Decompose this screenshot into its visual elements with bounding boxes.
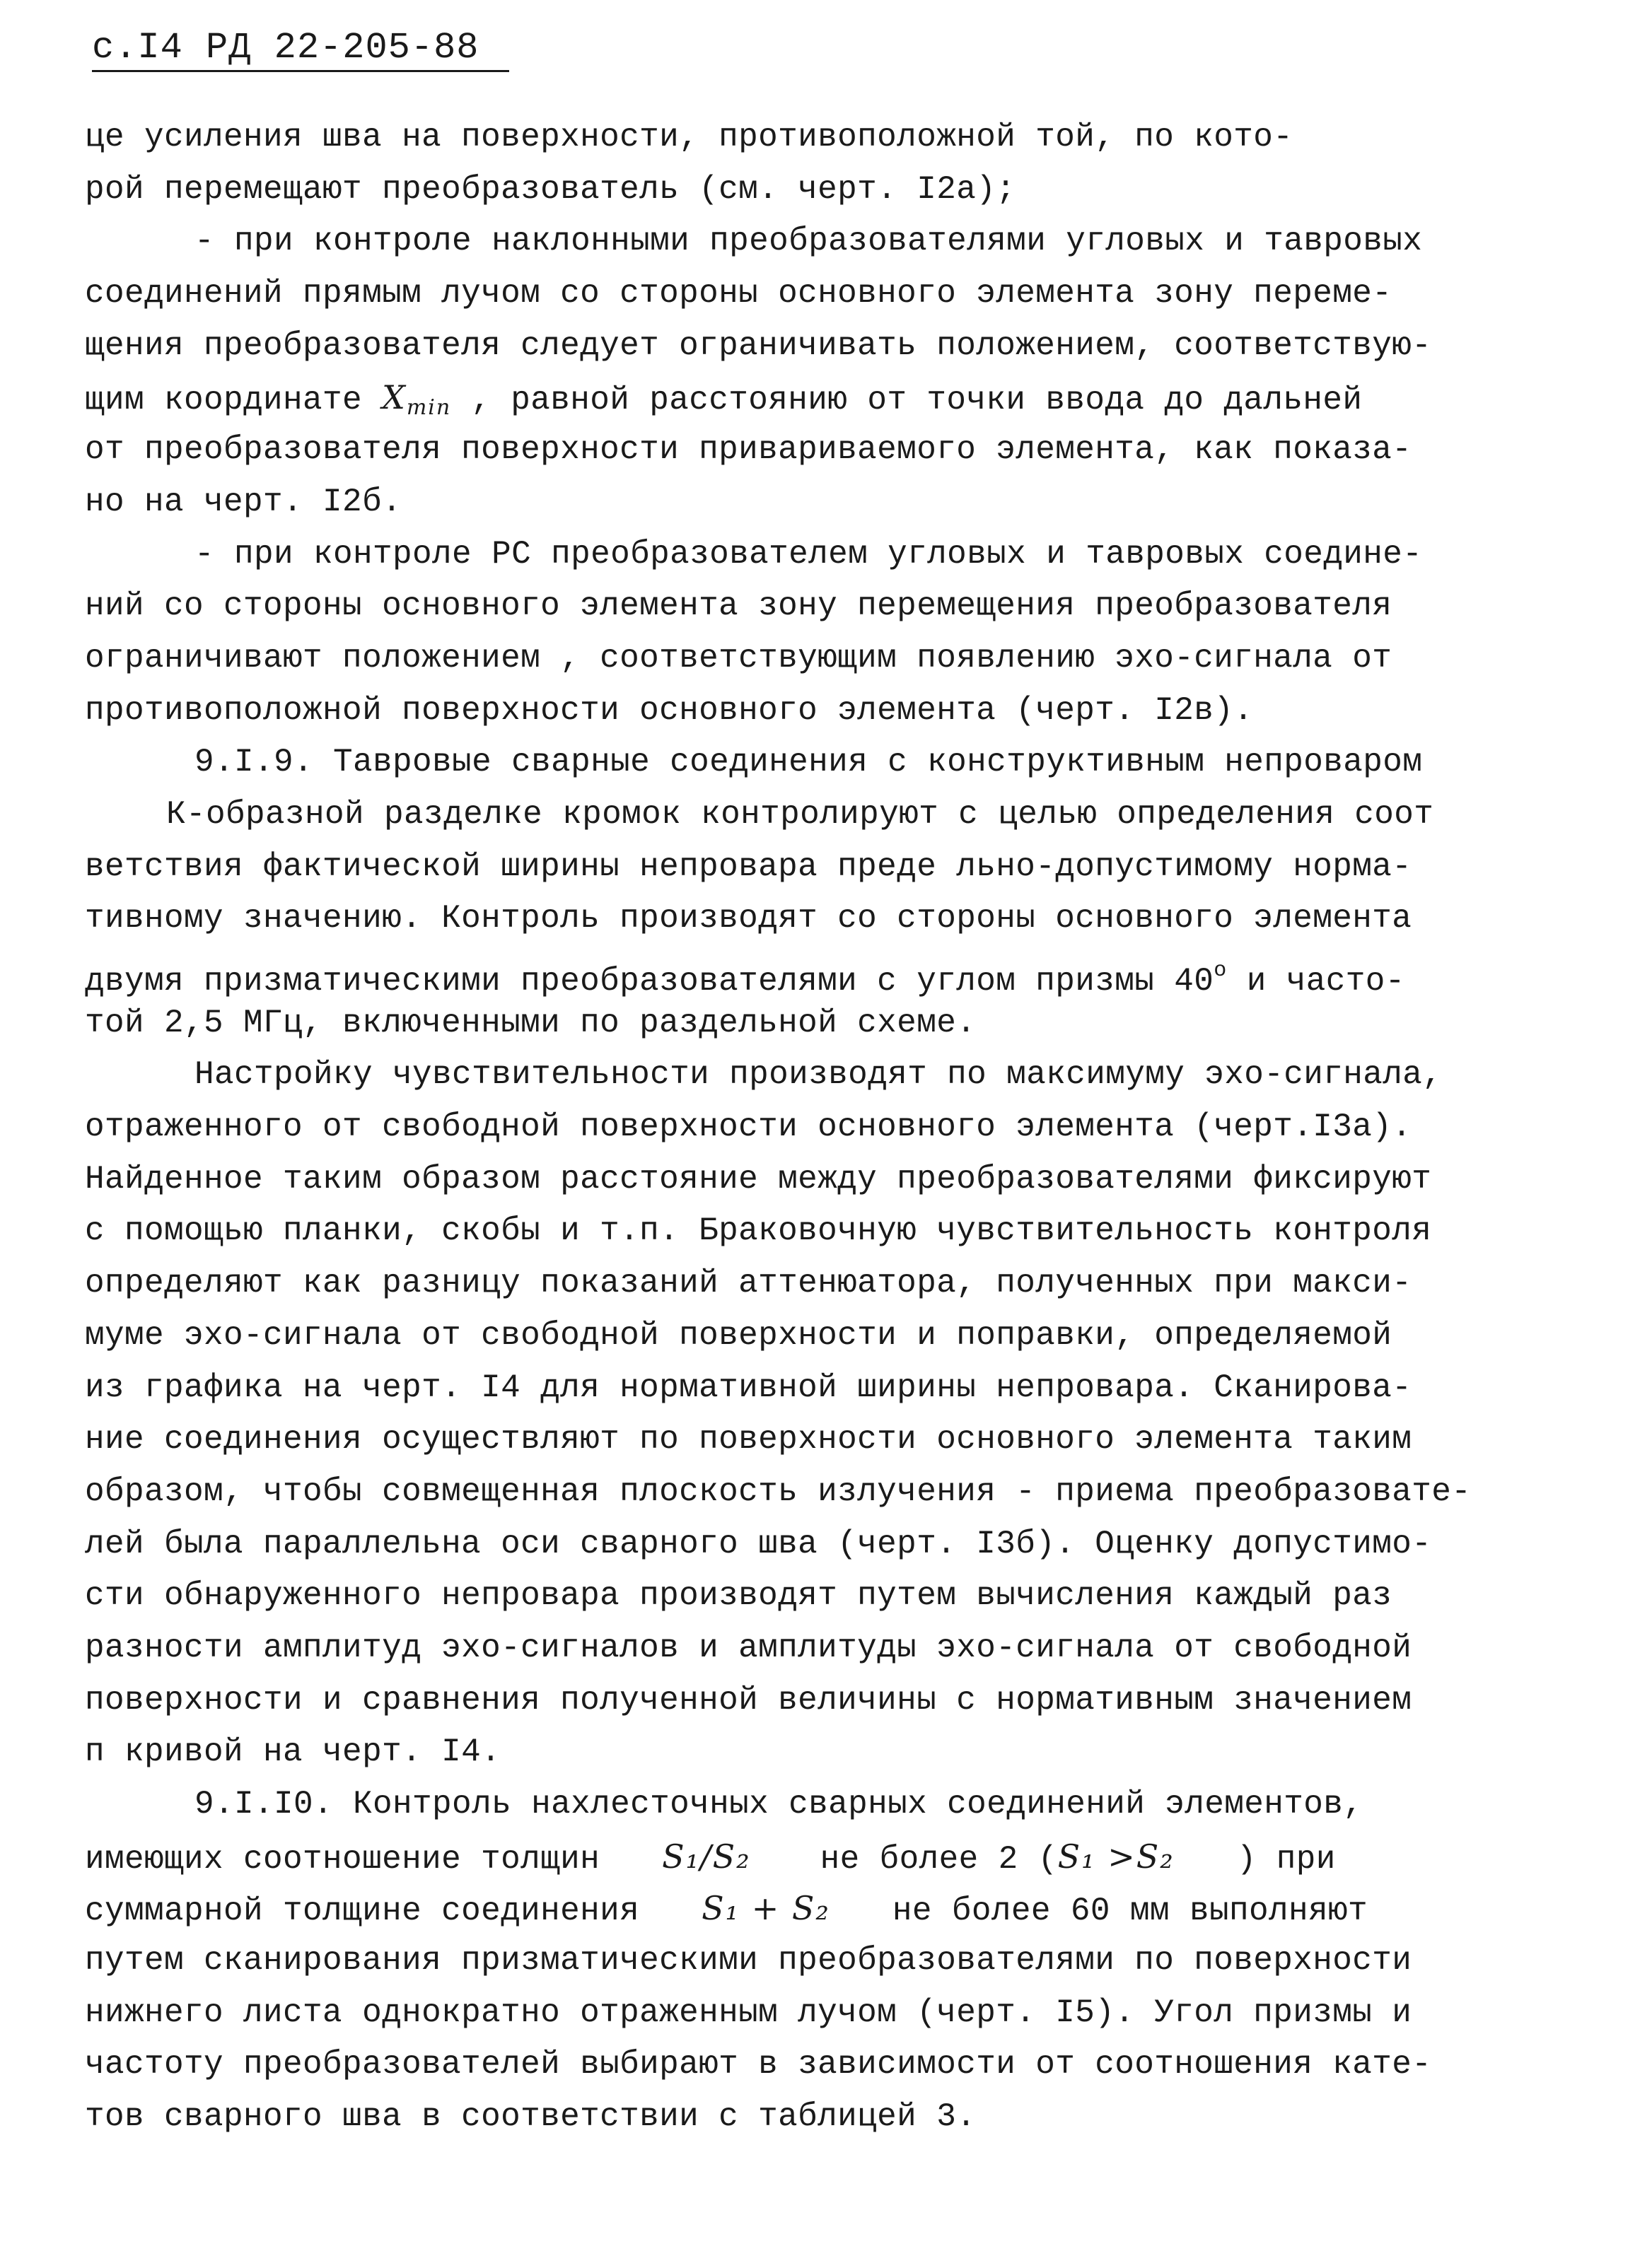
text-line: це усиления шва на поверхности, противоположной той, по кото- [85, 119, 1293, 156]
text-line: рой перемещают преобразователь (см. черт. I2а); [85, 170, 1016, 208]
text-line: но на черт. I2б. [85, 483, 402, 520]
text-segment: и часто- [1246, 963, 1405, 1000]
text-segment: , равной расстоянию от точки ввода до дальней [471, 382, 1363, 419]
text-line: той 2,5 МГц, включенными по раздельной схеме. [85, 1004, 977, 1041]
text-segment: не более 60 мм выполняют [892, 1893, 1368, 1930]
text-line-with-formula [85, 372, 1577, 424]
text-segment: щим координате [85, 382, 363, 419]
text-line: путем сканирования призматическими преобразователями по поверхности [85, 1942, 1412, 1980]
text-line: ние соединения осуществляют по поверхности основного элемента таким [85, 1421, 1412, 1459]
degree-sign: o [1214, 959, 1227, 983]
page-header: с.I4 РД 22-205-88 [92, 27, 479, 69]
text-line: сти обнаруженного непровара производят путем вычисления каждый раз [85, 1577, 1392, 1615]
text-line-with-formula [85, 1883, 1577, 1935]
formula-thickness-ratio: S₁/S₂ [662, 1837, 751, 1876]
text-line: частоту преобразователей выбирают в зависимости от соотношения кате- [85, 2046, 1432, 2083]
text-line-with-formula [85, 1831, 1577, 1883]
text-segment: имеющих соотношение толщин [85, 1840, 600, 1878]
text-line: Настройку чувствительности производят по максимуму эхо-сигнала, [194, 1056, 1443, 1094]
text-segment: суммарной толщине соединения [85, 1893, 640, 1930]
header-underline [92, 70, 509, 72]
text-line: нижнего листа однократно отраженным лучом (черт. I5). Угол призмы и [85, 1994, 1412, 2031]
text-line: - при контроле РС преобразователем угловых и тавровых соедине- [194, 535, 1423, 573]
text-line: ограничивают положением , соответствующим появлению эхо-сигнала от [85, 639, 1392, 677]
text-line: - при контроле наклонными преобразователями угловых и тавровых [194, 223, 1423, 260]
text-line: ний со стороны основного элемента зону перемещения преобразователя [85, 588, 1392, 625]
text-line: образом, чтобы совмещенная плоскость излучения - приема преобразовате- [85, 1473, 1472, 1510]
text-line: п кривой на черт. I4. [85, 1734, 501, 1771]
text-segment: ) при [1236, 1840, 1336, 1878]
text-line: разности амплитуд эхо-сигналов и амплитуды эхо-сигнала от свободной [85, 1629, 1412, 1666]
text-line: соединений прямым лучом со стороны основного элемента зону переме- [85, 275, 1392, 312]
formula-thickness-sum: S₁ + S₂ [702, 1889, 830, 1928]
text-line: отраженного от свободной поверхности основного элемента (черт.I3а). [85, 1109, 1412, 1146]
text-line: щения преобразователя следует ограничивать положением, соответствую- [85, 327, 1432, 364]
text-line: тивному значению. Контроль производят со стороны основного элемента [85, 900, 1412, 937]
text-segment: не более 2 ( [820, 1840, 1058, 1878]
text-line: с помощью планки, скобы и т.п. Браковочную чувствительность контроля [85, 1212, 1432, 1250]
text-line: поверхности и сравнения полученной величины с нормативным значением [85, 1681, 1412, 1719]
formula-thickness-inequality: S₁ >S₂ [1057, 1837, 1175, 1876]
text-line: противоположной поверхности основного элемента (черт. I2в). [85, 691, 1254, 729]
text-segment: двумя призматическими преобразователями с углом призмы 40 [85, 963, 1214, 1000]
text-line: из графика на черт. I4 для нормативной ширины непровара. Сканирова- [85, 1369, 1412, 1406]
text-line: определяют как разницу показаний аттенюатора, полученных при макси- [85, 1265, 1412, 1302]
text-line: Найденное таким образом расстояние между преобразователями фиксируют [85, 1160, 1432, 1198]
paragraph-heading-line: 9.I.9. Тавровые сварные соединения с конструктивным непроваром [194, 744, 1423, 781]
text-line: тов сварного шва в соответствии с таблицей 3. [85, 2098, 977, 2136]
text-line: муме эхо-сигнала от свободной поверхности и поправки, определяемой [85, 1316, 1392, 1354]
formula-x-min: $X_{min}$ [382, 378, 452, 421]
text-line-with-degree [85, 945, 1577, 998]
text-line: от преобразователя поверхности привариваемого элемента, как показа- [85, 431, 1412, 469]
document-body [85, 112, 1577, 2144]
text-line: ветствия фактической ширины непровара преде льно-допустимому норма- [85, 848, 1412, 885]
paragraph-heading-line: 9.I.I0. Контроль нахлесточных сварных соединений элементов, [194, 1786, 1363, 1823]
text-line: лей была параллельна оси сварного шва (черт. I3б). Оценку допустимо- [85, 1525, 1432, 1562]
text-line: К-образной разделке кромок контролируют с целью определения соот [166, 795, 1434, 833]
